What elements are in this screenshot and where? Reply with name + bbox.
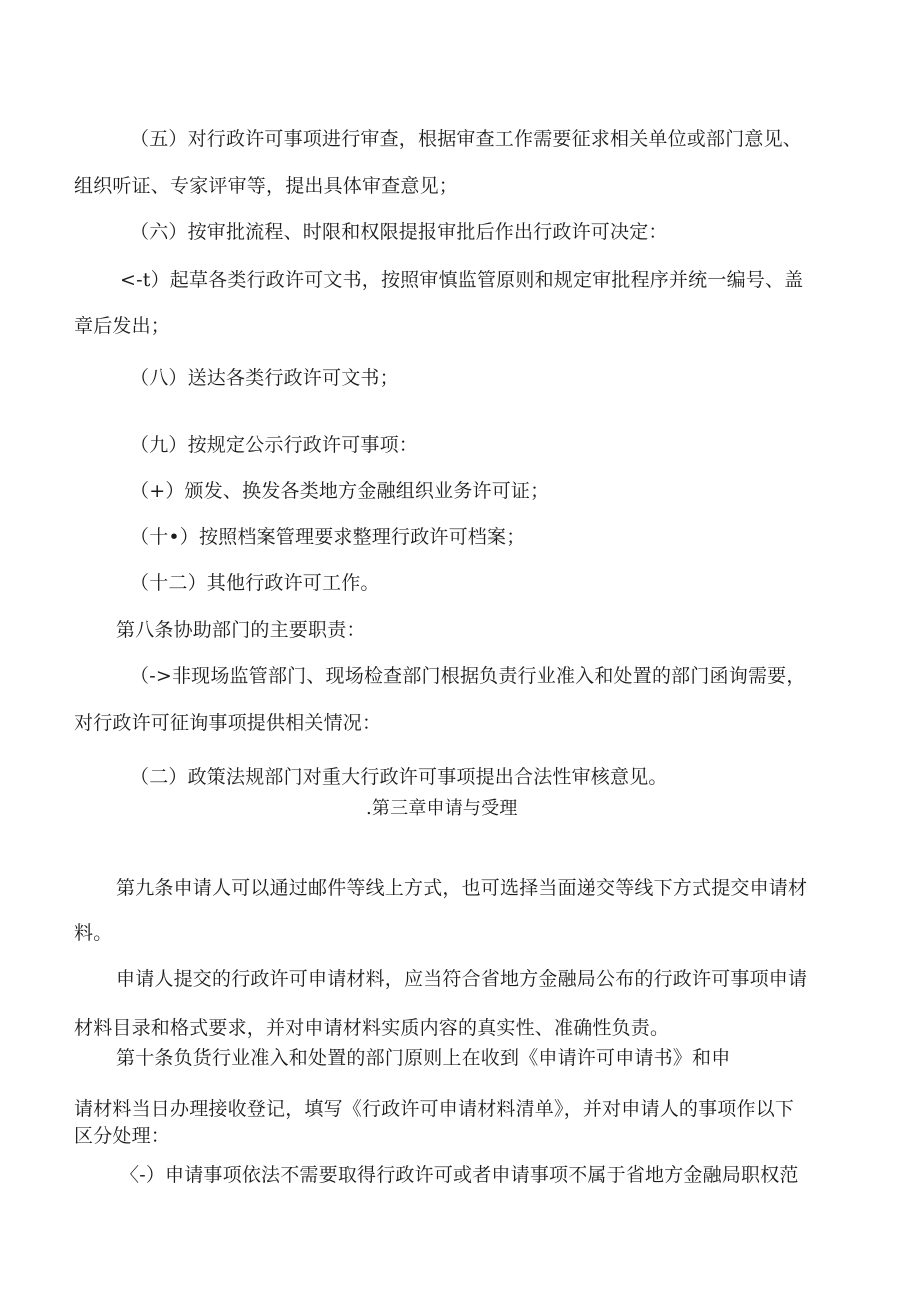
- article-10-line-1: 第十条负货行业准入和处置的部门原则上在收到《申请许可申请书》和申: [116, 1047, 731, 1069]
- item-8-line: （八）送达各类行政许可文书；: [130, 367, 399, 389]
- item-10-line: （+）颁发、换发各类地方金融组织业务许可证；: [130, 480, 550, 502]
- item-5-line-1: （五）对行政许可事项进行审查，根据审查工作需要征求相关单位或部门意见、: [130, 128, 803, 150]
- article-10-line-2: 请材料当日办理接收登记，填写《行政许可申请材料清单》，并对申请人的事项作以下: [74, 1098, 795, 1120]
- article-9-line-1: 第九条申请人可以通过邮件等线上方式，也可选择当面递交等线下方式提交申请材: [116, 877, 808, 899]
- article-8-item-2-line: （二）政策法规部门对重大行政许可事项提出合法性审核意见。: [130, 766, 668, 788]
- item-11-line: （十•）按照档案管理要求整理行政许可档案；: [130, 526, 526, 548]
- chapter-3-heading: .第三章申请与受理: [366, 798, 518, 819]
- article-8-item-1-line-1: （->非现场监管部门、现场检查部门根据负责行业准入和处置的部门函询需要，: [130, 665, 806, 687]
- article-10-line-3: 区分处理：: [74, 1125, 171, 1147]
- article-9-line-2: 料。: [74, 922, 113, 944]
- article-9-para-2-line-2: 材料目录和格式要求，并对申请材料实质内容的真实性、准确性负责。: [74, 1017, 670, 1039]
- article-8-item-1-line-2: 对行政许可征询事项提供相关情况：: [74, 712, 382, 734]
- item-7-line-1: <-t）起草各类行政许可文书，按照审慎监管原则和规定审批程序并统一编号、盖: [120, 269, 804, 291]
- item-6-line: （六）按审批流程、时限和权限提报审批后作出行政许可决定：: [130, 221, 668, 243]
- article-10-item-1-line: 〈-）申请事项依法不需要取得行政许可或者申请事项不属于省地方金融局职权范: [120, 1164, 799, 1186]
- item-7-line-2: 章后发出；: [74, 315, 171, 337]
- article-9-para-2-line-1: 申请人提交的行政许可申请材料，应当符合省地方金融局公布的行政许可事项申请: [116, 968, 808, 990]
- article-8-heading: 第八条协助部门的主要职责：: [116, 619, 366, 641]
- item-12-line: （十二）其他行政许可工作。: [130, 572, 380, 594]
- item-9-line: （九）按规定公示行政许可事项：: [130, 434, 419, 456]
- item-5-line-2: 组织听证、专家评审等，提出具体审查意见；: [74, 175, 459, 197]
